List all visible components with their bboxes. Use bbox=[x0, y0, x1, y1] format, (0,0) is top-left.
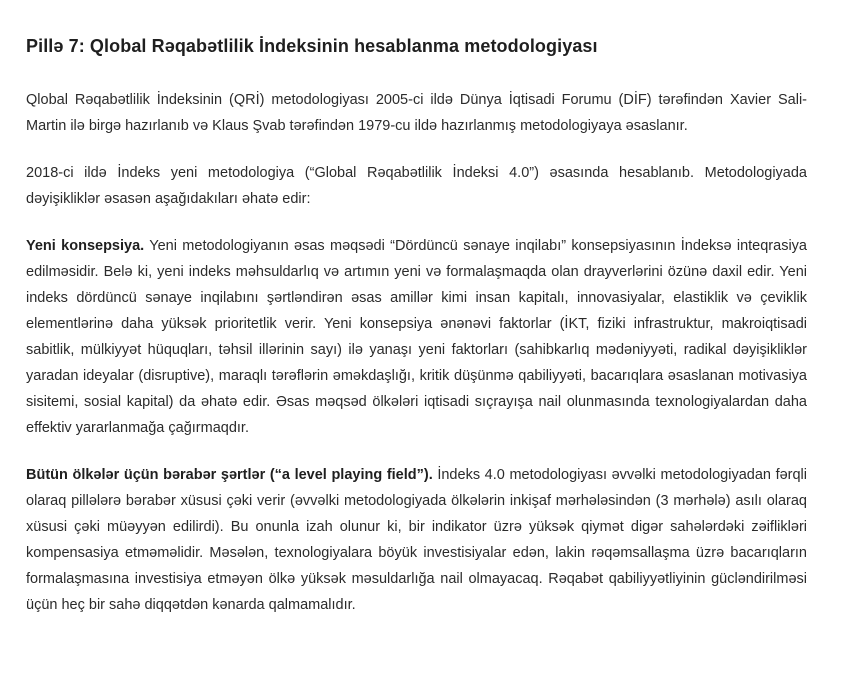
paragraph-lead-heading: Bütün ölkələr üçün bərabər şərtlər (“a level playing field”). bbox=[26, 467, 433, 483]
paragraph-text: Qlobal Rəqabətlilik İndeksinin (QRİ) metodologiyası 2005-ci ildə Dünya İqtisadi Forumu (DİF) tərəfindən Xavier Sali-Martin ilə birgə hazırlanıb və Klaus Şvab tərəfindən 1979-cu ildə hazırlanmış metodologiyaya əsaslanır. bbox=[26, 92, 807, 134]
paragraph-level-playing-field bbox=[26, 462, 807, 618]
paragraph-new-concept bbox=[26, 233, 807, 441]
paragraph-lead-heading: Yeni konsepsiya. bbox=[26, 238, 145, 254]
page-title: Pillə 7: Qlobal Rəqabətlilik İndeksinin hesablanma metodologiyası bbox=[26, 36, 598, 56]
paragraph-text: Yeni metodologiyanın əsas məqsədi “Dördüncü sənaye inqilabı” konsepsiyasının İndeksə inteqrasiya edilməsidir. Belə ki, yeni indeks məhsuldarlıq və artımın yeni və formalaşmaqda olan drayverlərini özünə daxil edir. Yeni indeks dördüncü sənaye inqilabını şərtləndirən əsas amillər kimi insan kapitalı, innovasiyalar, elastiklik və çeviklik elementlərinə daha yüksək prioritetlik verir. Yeni konsepsiya ənənəvi faktorlar (İKT, fiziki infrastruktur, makroiqtisadi sabitlik, mülkiyyət hüquqları, təhsil illərinin sayı) ilə yanaşı yeni faktorları (sahibkarlıq mədəniyyəti, radikal dəyişikliklər yaradan ideyalar (disruptive), maraqlı tərəflərin əməkdaşlığı, kritik düşünmə qabiliyyəti, bacarıqlara əsaslanan motivasiya sisitemi, sosial kapital) da əhatə edir. Əsas məqsəd ölkələri iqtisadi sıçrayışa nail olunmasında texnologiyalardan daha effektiv yararlanmağa çağırmaqdır. bbox=[26, 238, 807, 436]
paragraph-intro bbox=[26, 87, 807, 139]
paragraph-2018-methodology bbox=[26, 160, 807, 212]
paragraph-text: İndeks 4.0 metodologiyası əvvəlki metodologiyadan fərqli olaraq pillələrə bərabər xüsusi çəki verir (əvvəlki metodologiyada ölkələrin inkişaf mərhələsindən (3 mərhələ) asılı olaraq xüsusi çəki müəyyən edilirdi). Bu onunla izah olunur ki, bir indikator üzrə yüksək qiymət digər sahələrdəki zəiflikləri kompensasiya etməməlidir. Məsələn, texnologiyalara böyük investisiyalar edən, lakin rəqəmsallaşma üzrə bacarıqların formalaşmasına investisiya etməyən ölkə yüksək məsuldarlığa nail olmayacaq. Rəqabət qabiliyyətliyinin gücləndirilməsi üçün heç bir sahə diqqətdən kənarda qalmamalıdır. bbox=[26, 467, 807, 613]
paragraph-text: 2018-ci ildə İndeks yeni metodologiya (“Global Rəqabətlilik İndeksi 4.0”) əsasında hesablanıb. Metodologiyada dəyişikliklər əsasən aşağıdakıları əhatə edir: bbox=[26, 165, 807, 207]
